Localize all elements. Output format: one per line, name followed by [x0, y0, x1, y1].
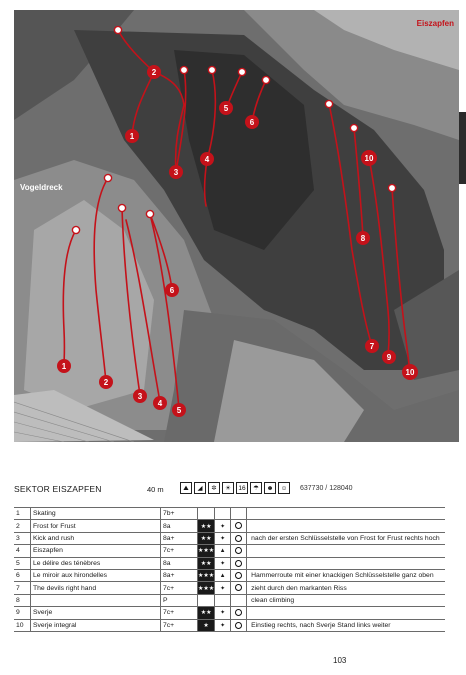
clock-icon	[235, 522, 242, 529]
sector-length: 40 m	[147, 485, 164, 494]
svg-text:8: 8	[360, 234, 366, 243]
route-quality: ★★	[198, 557, 215, 569]
svg-text:3: 3	[173, 168, 179, 177]
route-quality: ★★	[198, 520, 215, 532]
route-protection: ▲	[215, 545, 231, 557]
route-grade: 8a	[161, 557, 198, 569]
chapter-tab	[459, 112, 466, 184]
route-grade: 7c+	[161, 545, 198, 557]
anchor-2	[180, 66, 187, 73]
route-protection	[215, 594, 231, 606]
svg-text:5: 5	[176, 406, 182, 415]
clock-icon	[235, 609, 242, 616]
route-note: clean climbing	[247, 594, 445, 606]
svg-text:2: 2	[103, 378, 109, 387]
route-marker-4[interactable]	[200, 152, 214, 166]
route-time	[231, 594, 247, 606]
route-marker-left-6[interactable]	[165, 283, 179, 297]
route-name: Le miroir aux hirondelles	[31, 569, 161, 581]
route-protection: ✦	[215, 582, 231, 594]
route-quality: ★★	[198, 607, 215, 619]
route-note	[247, 520, 445, 532]
route-marker-9[interactable]	[382, 350, 396, 364]
route-marker-left-1[interactable]	[57, 359, 71, 373]
route-note: Einstieg rechts, nach Sverje Stand links weiter	[247, 619, 445, 631]
route-name: Sverje integral	[31, 619, 161, 631]
exposure-icon: ✲	[208, 482, 220, 494]
route-marker-2[interactable]	[147, 65, 161, 79]
table-row[interactable]	[14, 594, 445, 606]
route-number: 6	[14, 569, 31, 581]
route-marker-10-bottom[interactable]	[402, 364, 418, 380]
route-number: 2	[14, 520, 31, 532]
route-number: 3	[14, 532, 31, 544]
svg-text:10: 10	[364, 154, 374, 163]
anchor-5	[262, 76, 269, 83]
route-note	[247, 508, 445, 520]
svg-text:5: 5	[223, 104, 229, 113]
anchor-4	[238, 68, 245, 75]
route-note	[247, 607, 445, 619]
route-grade: 7c+	[161, 619, 198, 631]
route-name: Kick and rush	[31, 532, 161, 544]
route-protection: ✦	[215, 619, 231, 631]
anchor-1	[114, 26, 121, 33]
route-time	[231, 607, 247, 619]
route-note: zieht durch den markanten Riss	[247, 582, 445, 594]
route-name: The devils right hand	[31, 582, 161, 594]
route-time	[231, 508, 247, 520]
anchor-6	[325, 100, 332, 107]
table-row[interactable]	[14, 508, 445, 520]
route-time	[231, 520, 247, 532]
routes-table-body	[14, 508, 445, 632]
route-marker-left-4[interactable]	[153, 396, 167, 410]
rock-type-icon: ◢	[194, 482, 206, 494]
child-friendly-icon: ☺	[278, 482, 290, 494]
anchor-10	[72, 226, 79, 233]
sector-coordinates: 637730 / 128040	[300, 485, 353, 492]
route-note	[247, 545, 445, 557]
route-number: 1	[14, 508, 31, 520]
route-quality: ★★★	[198, 582, 215, 594]
route-grade: 8a+	[161, 569, 198, 581]
route-protection: ✦	[215, 520, 231, 532]
route-quality: ★★★	[198, 569, 215, 581]
route-marker-1[interactable]	[125, 129, 139, 143]
svg-text:10: 10	[405, 368, 415, 377]
anchor-3	[208, 66, 215, 73]
crag-topo-photo	[14, 10, 459, 442]
route-number: 5	[14, 557, 31, 569]
route-quality: ★★★	[198, 545, 215, 557]
route-protection	[215, 508, 231, 520]
route-marker-6[interactable]	[245, 115, 259, 129]
route-protection: ✦	[215, 607, 231, 619]
svg-text:6: 6	[169, 286, 175, 295]
clock-icon	[235, 547, 242, 554]
sector-icons	[180, 482, 290, 496]
rain-icon: ☂	[250, 482, 262, 494]
clock-icon	[235, 560, 242, 567]
route-marker-5[interactable]	[219, 101, 233, 115]
clock-icon	[235, 572, 242, 579]
route-grade: 8a+	[161, 532, 198, 544]
route-marker-left-5[interactable]	[172, 403, 186, 417]
route-protection: ✦	[215, 532, 231, 544]
route-marker-3[interactable]	[169, 165, 183, 179]
sector-header	[14, 480, 444, 498]
route-note	[247, 557, 445, 569]
family-icon: ☻	[264, 482, 276, 494]
svg-text:3: 3	[137, 392, 143, 401]
sun-icon: ☀	[222, 482, 234, 494]
route-time	[231, 545, 247, 557]
route-note: nach der ersten Schlüsselstelle von Frost for Frust rechts hoch	[247, 532, 445, 544]
route-grade: 7c+	[161, 582, 198, 594]
route-number: 10	[14, 619, 31, 631]
svg-text:4: 4	[157, 399, 163, 408]
route-quality: ★★	[198, 532, 215, 544]
table-row[interactable]	[14, 532, 445, 544]
svg-text:9: 9	[386, 353, 392, 362]
anchor-8	[388, 184, 395, 191]
clock-icon	[235, 535, 242, 542]
anchor-11	[118, 204, 125, 211]
route-protection: ▲	[215, 569, 231, 581]
route-quality: ★	[198, 619, 215, 631]
svg-text:4: 4	[204, 155, 210, 164]
route-time	[231, 569, 247, 581]
sector-title: SEKTOR EISZAPFEN	[14, 484, 102, 494]
clock-icon	[235, 584, 242, 591]
route-number: 7	[14, 582, 31, 594]
sector-label-vogeldreck: Vogeldreck	[20, 183, 63, 192]
svg-text:6: 6	[249, 118, 255, 127]
page-number: 103	[333, 656, 347, 665]
svg-text:7: 7	[369, 342, 375, 351]
route-name: Skating	[31, 508, 161, 520]
sector-label-eiszapfen: Eiszapfen	[416, 19, 454, 28]
route-grade: P	[161, 594, 198, 606]
quickdraws-icon: 16	[236, 482, 248, 494]
route-marker-left-3[interactable]	[133, 389, 147, 403]
route-time	[231, 557, 247, 569]
routes-table	[14, 507, 445, 632]
table-row[interactable]	[14, 569, 445, 581]
route-time	[231, 532, 247, 544]
route-number: 9	[14, 607, 31, 619]
table-row[interactable]	[14, 619, 445, 631]
approach-icon: ⛰	[180, 482, 192, 494]
route-grade: 7b+	[161, 508, 198, 520]
route-grade: 7c+	[161, 607, 198, 619]
svg-text:1: 1	[129, 132, 135, 141]
table-row[interactable]	[14, 545, 445, 557]
svg-text:1: 1	[61, 362, 67, 371]
route-time	[231, 582, 247, 594]
svg-text:2: 2	[151, 68, 157, 77]
route-time	[231, 619, 247, 631]
table-row[interactable]	[14, 582, 445, 594]
clock-icon	[235, 622, 242, 629]
route-grade: 8a	[161, 520, 198, 532]
table-row[interactable]	[14, 607, 445, 619]
route-quality	[198, 594, 215, 606]
table-row[interactable]	[14, 557, 445, 569]
topo-svg	[14, 10, 459, 442]
table-row[interactable]	[14, 520, 445, 532]
anchor-7	[350, 124, 357, 131]
route-name: Frost for Frust	[31, 520, 161, 532]
route-name: Sverje	[31, 607, 161, 619]
route-quality	[198, 508, 215, 520]
route-marker-7[interactable]	[365, 339, 379, 353]
route-name: Eiszapfen	[31, 545, 161, 557]
route-name: Le délire des ténèbres	[31, 557, 161, 569]
route-marker-left-2[interactable]	[99, 375, 113, 389]
route-marker-10-top[interactable]	[361, 150, 377, 166]
route-note: Hammerroute mit einer knackigen Schlüsselstelle ganz oben	[247, 569, 445, 581]
anchor-9	[104, 174, 111, 181]
route-protection: ✦	[215, 557, 231, 569]
route-number: 4	[14, 545, 31, 557]
route-name	[31, 594, 161, 606]
route-number: 8	[14, 594, 31, 606]
anchor-12	[146, 210, 153, 217]
route-marker-8[interactable]	[356, 231, 370, 245]
